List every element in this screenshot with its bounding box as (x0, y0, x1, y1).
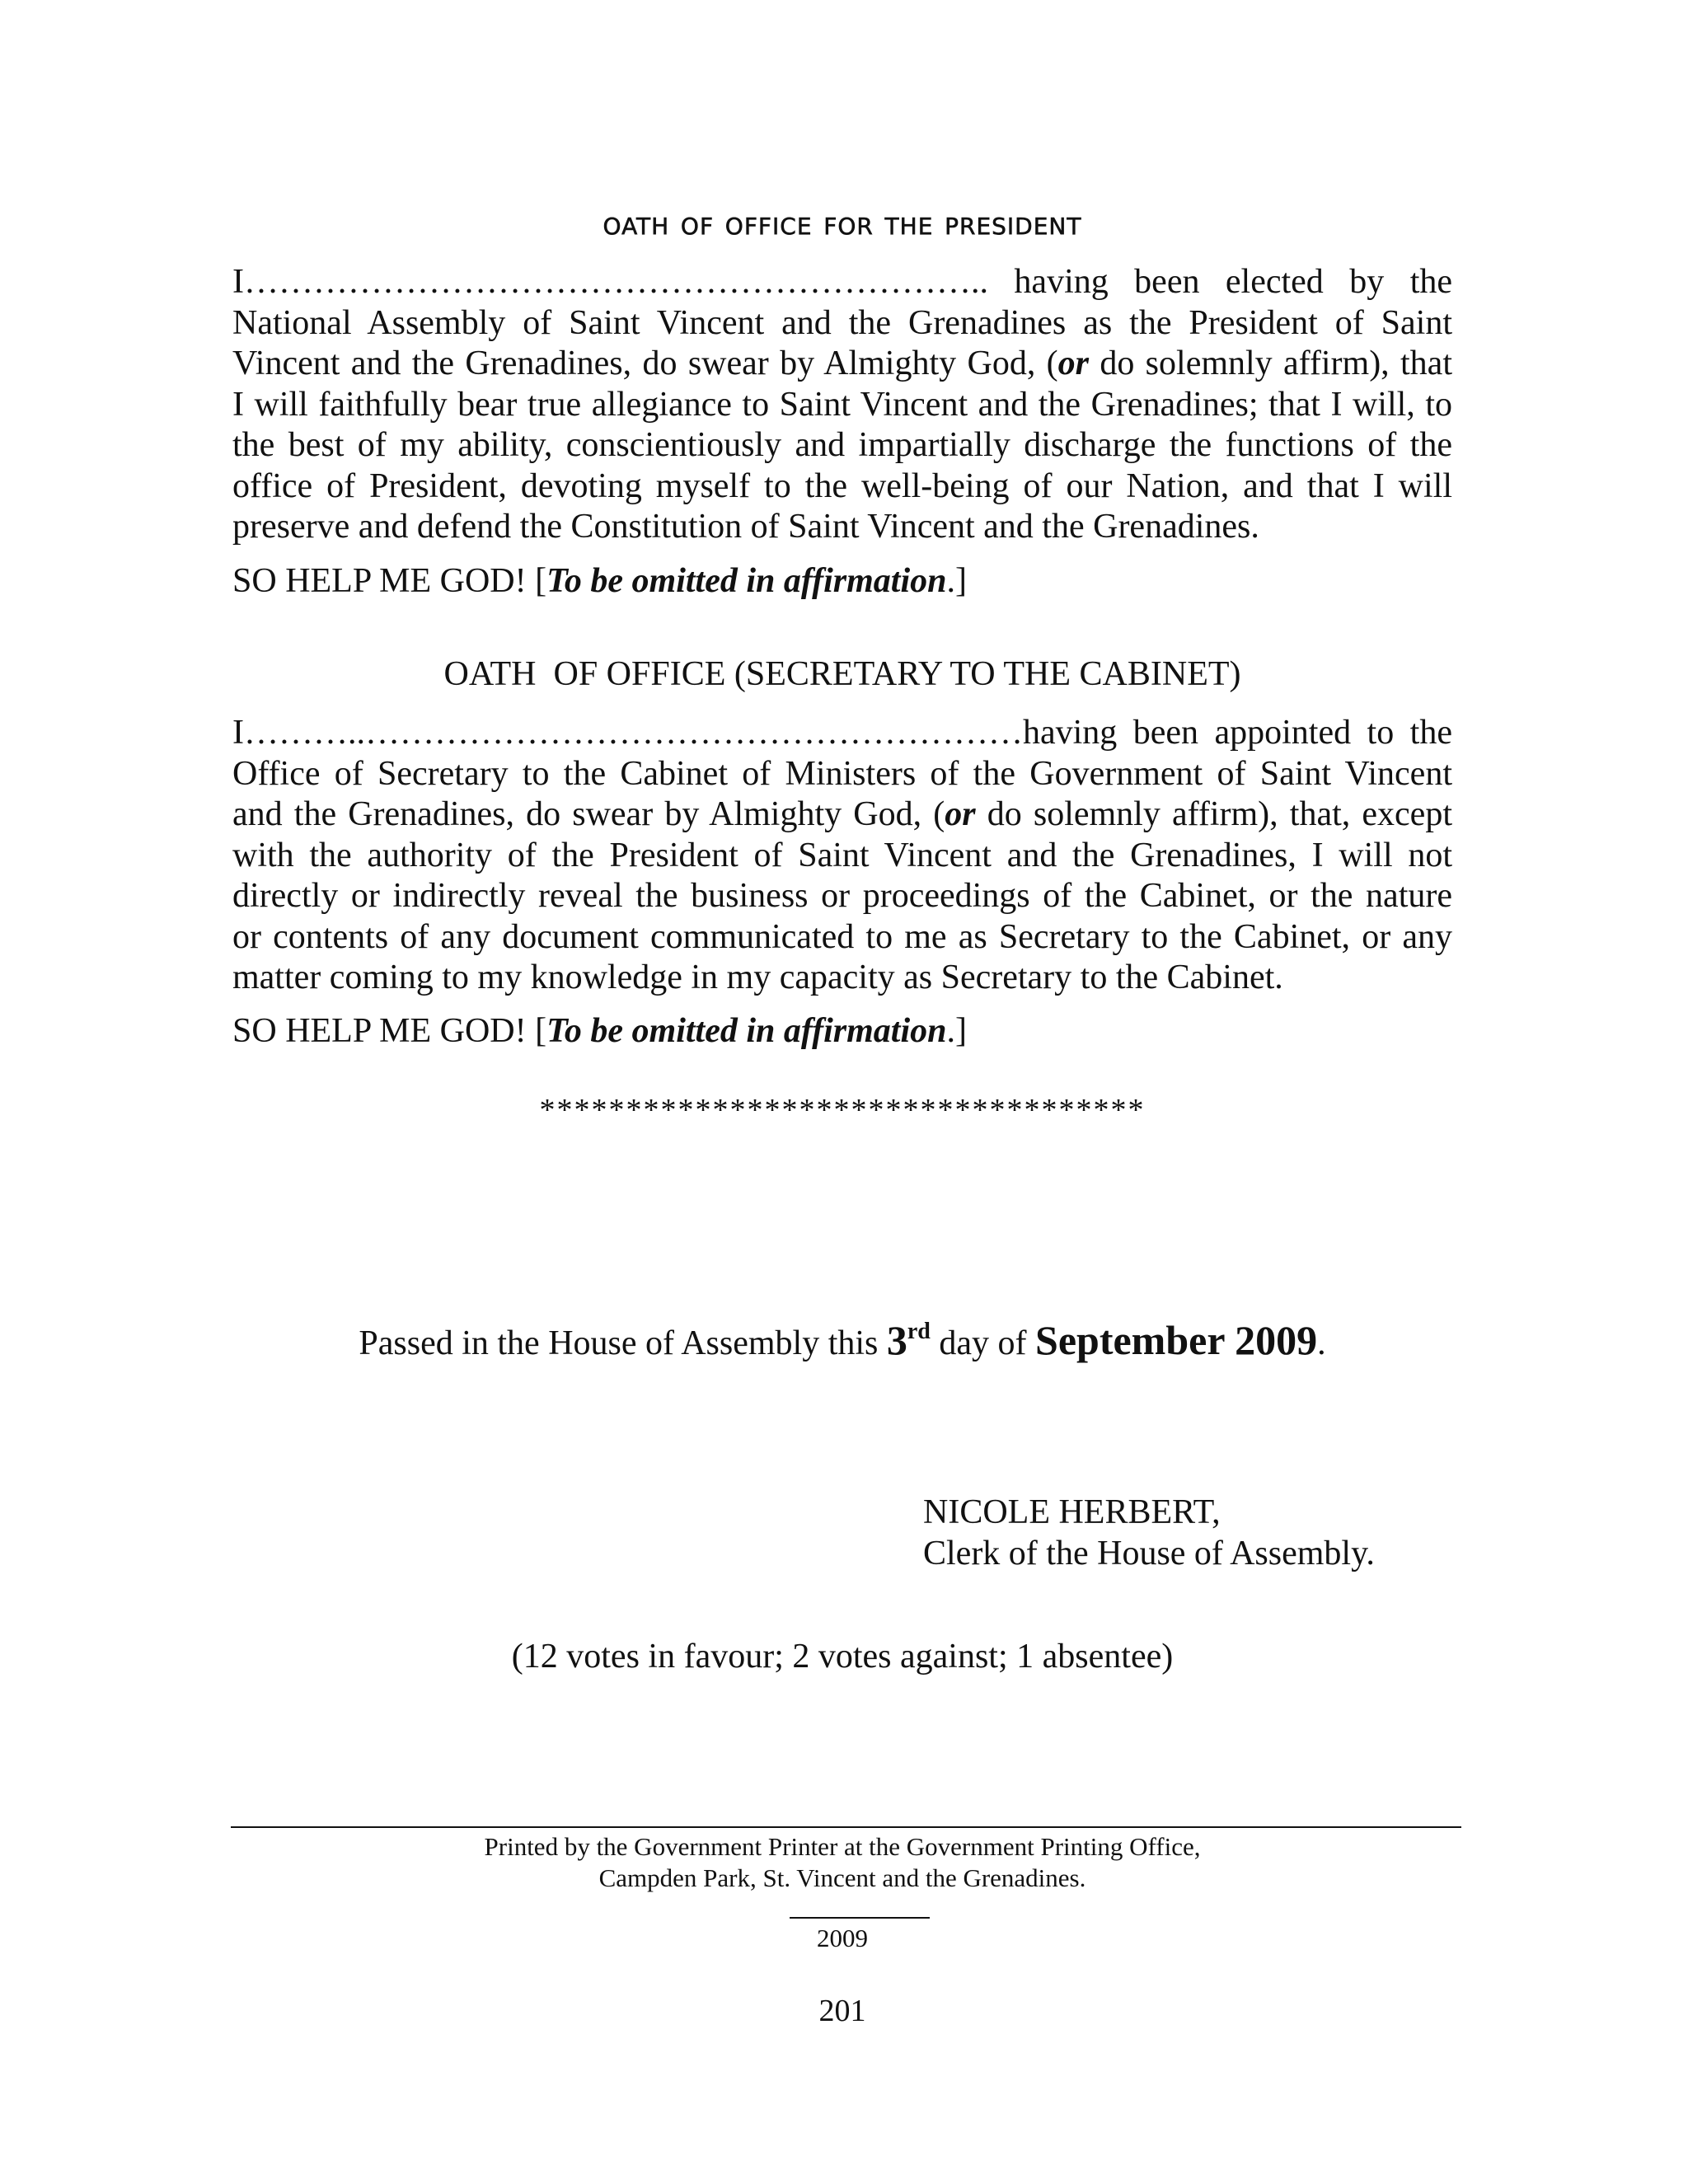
publication-year: 2009 (817, 1924, 868, 1952)
asterisk-separator: *********************************** (539, 1093, 1146, 1127)
help-text: SO HELP ME GOD! [ (232, 1012, 547, 1050)
secretary-oath-body (232, 713, 1452, 999)
president-oath-line: office of President, devoting myself to the well-being of our Nation, and that I will (232, 466, 1452, 505)
president-oath-line: I will faithfully bear true allegiance to Saint Vincent and the Grenadines; that I will, to (232, 385, 1452, 424)
passed-prefix: Passed in the House of Assembly this (359, 1324, 887, 1362)
or-word: or (1057, 344, 1089, 382)
passed-middle: day of (930, 1324, 1036, 1362)
president-oath-line-start: Vincent and the Grenadines, do swear by Almighty God, ( (232, 344, 1058, 382)
year-divider (790, 1917, 930, 1919)
help-close: .] (946, 562, 967, 600)
secretary-oath-line: directly or indirectly reveal the business or proceedings of the Cabinet, or the nature (232, 877, 1452, 915)
secretary-oath-title: OATH OF OFFICE (SECRETARY TO THE CABINET) (443, 655, 1241, 693)
secretary-oath-line-end: do solemnly affirm), that, except (975, 795, 1452, 833)
passed-statement (232, 1310, 1452, 1368)
president-oath-line (232, 344, 1452, 385)
footer-divider (231, 1826, 1461, 1828)
secretary-oath-line: Office of Secretary to the Cabinet of Ministers of the Government of Saint Vincent (232, 754, 1452, 793)
secretary-oath-line-start: and the Grenadines, do swear by Almighty God, ( (232, 795, 945, 833)
clerk-signature-block (923, 1492, 1375, 1574)
passed-day-number: 3 (886, 1317, 907, 1363)
clerk-name: NICOLE HERBERT, (923, 1493, 1221, 1531)
page-number: 201 (818, 1994, 866, 2028)
president-oath-line: the best of my ability, conscientiously and impartially discharge the functions of the (232, 426, 1452, 464)
president-oath-line: preserve and defend the Constitution of Saint Vincent and the Grenadines. (232, 508, 1259, 546)
passed-day-suffix: rd (907, 1319, 931, 1344)
president-so-help-me-god (232, 560, 967, 602)
secretary-so-help-me-god (232, 1010, 967, 1052)
secretary-oath-line: with the authority of the President of Saint Vincent and the Grenadines, I will not (232, 836, 1452, 874)
affirmation-note: To be omitted in affirmation (546, 1012, 947, 1050)
president-oath-line: I……………………………………………………….. having been elected by the (232, 263, 1452, 301)
or-word: or (945, 795, 976, 833)
secretary-oath-line (232, 794, 1452, 836)
secretary-oath-line: matter coming to my knowledge in my capacity as Secretary to the Cabinet. (232, 958, 1283, 996)
president-oath-line-end: do solemnly affirm), that (1089, 344, 1452, 382)
clerk-title: Clerk of the House of Assembly. (923, 1535, 1375, 1572)
passed-month-year: September 2009 (1035, 1317, 1318, 1363)
affirmation-note: To be omitted in affirmation (546, 562, 947, 600)
secretary-oath-line: I………..…………………………………………………having been appointed to the (232, 714, 1452, 752)
help-text: SO HELP ME GOD! [ (232, 562, 547, 600)
president-oath-line: National Assembly of Saint Vincent and the Grenadines as the President of Saint (232, 303, 1452, 342)
printer-line-1: Printed by the Government Printer at the Government Printing Office, (484, 1832, 1201, 1861)
help-close: .] (946, 1012, 967, 1050)
vote-tally: (12 votes in favour; 2 votes against; 1 absentee) (511, 1638, 1174, 1675)
passed-end: . (1317, 1324, 1326, 1362)
printer-line-2: Campden Park, St. Vincent and the Grenadines. (598, 1863, 1086, 1892)
president-oath-body (232, 262, 1452, 548)
president-oath-title: oath of office for the president (603, 204, 1082, 242)
printer-notice (232, 1831, 1452, 1894)
secretary-oath-line: or contents of any document communicated to me as Secretary to the Cabinet, or any (232, 917, 1452, 956)
